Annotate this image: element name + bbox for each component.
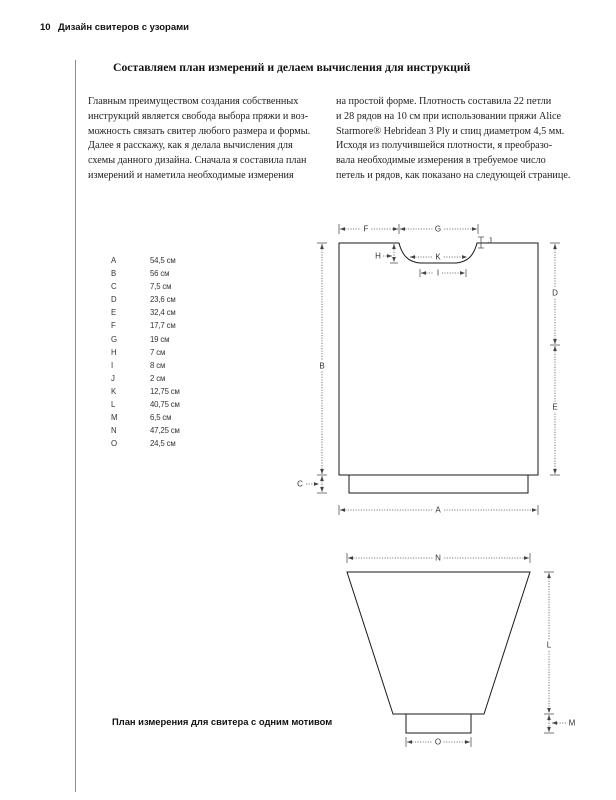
measurement-row [111,359,191,372]
measurement-letter: I [111,360,114,370]
measurement-row [111,372,191,385]
body-text-line: Исходя из получившейся плотности, я преобразо- [336,140,553,152]
measurement-value: 54,5 см [150,256,176,265]
section-title: Составляем план измерений и делаем вычисления для инструкций [113,61,471,74]
measurement-letter: M [111,413,118,423]
measurement-letter: F [111,321,116,331]
dim-label-D: D [552,288,558,298]
measurement-row [111,437,191,450]
measurement-value: 24,5 см [150,439,176,449]
measurement-value: 56 см [150,269,170,279]
measurement-letter: G [111,334,117,344]
measurement-letter: B [111,269,117,279]
measurement-row [111,398,191,411]
measurement-value: 19 см [150,334,170,344]
body-text-line: схемы данного дизайна. Сначала я составила план [88,155,307,167]
measurement-value: 8 см [150,360,166,370]
diagram-caption: План измерения для свитера с одним мотивом [112,716,333,727]
sleeve-diagram [347,553,576,747]
body-text-line: можность связать свитер любого размера и формы. [88,125,311,137]
measurement-letter: A [111,256,117,265]
body-text-left-column [88,95,310,184]
measurement-letter: J [111,373,115,383]
measurement-value: 2 см [150,373,166,383]
dim-label-G: G [434,224,442,234]
body-text-line: инструкций является свобода выбора пряжи и воз- [88,110,309,122]
dim-label-L: L [546,640,552,650]
measurement-row [111,346,191,359]
measurement-row [111,424,191,437]
body-text-line: Главным преимуществом создания собственных [88,96,299,107]
measurement-letter: K [111,386,117,396]
measurement-row [111,280,191,293]
dim-label-C: C [297,479,303,489]
dim-label-K: K [435,252,441,262]
measurement-letter: C [111,282,117,292]
body-text-line: Далее я расскажу, как я делала вычисления для [88,140,293,152]
measurement-value: 17,7 см [150,321,176,331]
measurement-value: 40,75 см [150,400,180,410]
measurement-letter: D [111,295,117,305]
body-text-line: Starmore® Hebridean 3 Ply и спиц диаметром 4,5 мм. [336,125,565,137]
body-text-line: измерений и наметила необходимые измерения [88,169,294,181]
body-text-line: петель и рядов, как показано на следующей странице. [336,169,571,181]
dim-label-N: N [435,553,441,563]
dim-label-F: F [363,224,369,234]
measurement-row [111,385,191,398]
body-ribbing [349,475,528,493]
dim-label-O: O [434,737,442,747]
sleeve-outline [347,572,530,714]
measurement-list [111,254,191,450]
measurement-row [111,319,191,332]
measurement-letter: L [111,400,116,410]
dim-label-B: B [319,361,325,371]
measurement-row [111,306,191,319]
measurement-letter: H [111,347,117,357]
measurement-row [111,254,191,267]
dim-label-I: I [436,268,440,278]
measurement-row [111,333,191,346]
page-number: 10 [40,22,51,33]
dim-label-A: A [435,505,441,515]
dim-label-H: H [375,251,381,261]
sleeve-cuff [406,714,471,733]
measurement-value: 32,4 см [150,308,176,318]
measurement-value: 6,5 см [150,413,172,423]
measurement-letter: O [111,439,117,449]
measurement-row [111,267,191,280]
measurement-value: 12,75 см [150,386,180,396]
measurement-letter: N [111,426,117,436]
measurement-value: 23,6 см [150,295,176,305]
body-diagram [297,224,560,515]
measurement-value: 7,5 см [150,282,172,292]
measurement-value: 7 см [150,347,166,357]
measurement-row [111,293,191,306]
measurement-letter: E [111,308,117,318]
measurement-row [111,411,191,424]
measurement-diagram [280,212,600,762]
body-text-line: и 28 рядов на 10 см при использовании пряжи Alice [336,110,562,122]
measurement-value: 47,25 см [150,426,180,436]
body-text-right-column [336,95,570,184]
body-text-line: вала необходимые измерения в требуемое число [336,155,546,167]
dim-label-E: E [552,402,558,412]
dim-label-J: J [488,236,492,246]
dim-label-M: M [568,718,576,728]
body-text-line: на простой форме. Плотность составила 22 петли [336,96,552,107]
margin-rule [75,60,76,792]
running-title: Дизайн свитеров с узорами [58,22,190,33]
